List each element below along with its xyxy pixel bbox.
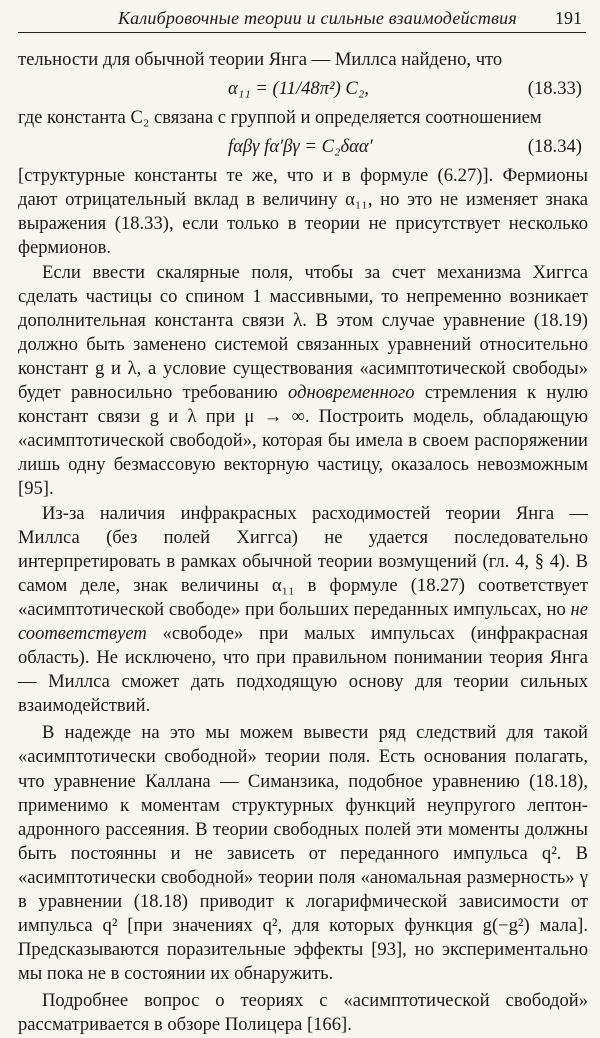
paragraph-4	[18, 261, 588, 502]
paragraph-7: Подробнее вопрос о теориях с «асимптотической свободой» рассматривается в обзоре Полицера [166].	[18, 990, 588, 1036]
paragraph-5-emphasis: не соответствует	[18, 598, 588, 644]
paragraph-4-text-b: стремления к нулю констант связи g и λ при μ → ∞. Построить модель, обладающую «асимптотической свободой», которая бы имела в своем распоряжении лишь одну безмассовую векторную частицу, оказалось невозможным [95].	[18, 382, 588, 500]
running-title: Калибровочные теории и сильные взаимодействия	[118, 8, 517, 28]
paragraph-5	[18, 502, 588, 719]
paragraph-3: [структурные константы те же, что и в формуле (6.27)]. Фермионы дают отрицательный вклад в величину α₁₁, но это не изменяет знака выражения (18.33), если только в теории не присутствует несколько фермионов.	[18, 165, 588, 259]
equation-formula: α₁₁ = (11/48π²) C₂,	[228, 78, 369, 100]
paragraph-5-text-b: «свободе» при малых импульсах (инфракрасная область). Не исключено, что при правильном понимании теория Янга — Миллса сможет дать подходящую основу для теории сильных взаимодействий.	[18, 622, 588, 717]
body-text	[18, 48, 588, 1038]
running-header	[18, 6, 586, 33]
paragraph-4-text-a: Если ввести скалярные поля, чтобы за счет механизма Хиггса сделать частицы со спином 1 массивными, то непременно возникает дополнительная константа связи λ. В этом случае уравнение (18.19) должно быть заменено системой связанных уравнений относительно констант g и λ, а условие существования «асимптотической свободы» будет равносильно требованию	[18, 261, 588, 404]
paragraph-2: где константа C₂ связана с группой и определяется соотношением	[18, 107, 542, 129]
equation-formula: fαβγ fα′βγ = C₂δαα′	[228, 136, 373, 158]
paragraph-1: тельности для обычной теории Янга — Миллса найдено, что	[18, 49, 503, 70]
equation-number: (18.33)	[527, 78, 582, 100]
equation-number: (18.34)	[527, 136, 582, 158]
equation-18-34	[18, 130, 588, 164]
page-number: 191	[555, 8, 582, 28]
paragraph-5-text-a: Из-за наличия инфракрасных расходимостей теории Янга — Миллса (без полей Хиггса) не удается последовательно интерпретировать в рамках обычной теории возмущений (гл. 4, § 4). В самом деле, знак величины α₁₁ в формуле (18.27) соответствует «асимптотической свободе» при больших переданных импульсах, но	[18, 502, 588, 620]
equation-18-33	[18, 72, 588, 106]
paragraph-6: В надежде на это мы можем вывести ряд следствий для такой «асимптотически свободной» теории поля. Есть основания полагать, что уравнение Каллана — Симанзика, подобное уравнению (18.18), применимо к моментам структурных функций неупругого лептон-адронного рассеяния. В теории свободных полей эти моменты должны быть постоянны и не зависеть от переданного импульса q². В «асимптотически свободной» теории поля «аномальная размерность» γ в уравнении (18.18) приводит к логарифмической зависимости от импульса q² [при значениях q², для которых функция g(−g²) мала]. Предсказываются поразительные эффекты [93], но экспериментально мы пока не в состоянии их обнаружить.	[18, 722, 588, 985]
paragraph-4-emphasis: одновременного	[288, 382, 415, 404]
